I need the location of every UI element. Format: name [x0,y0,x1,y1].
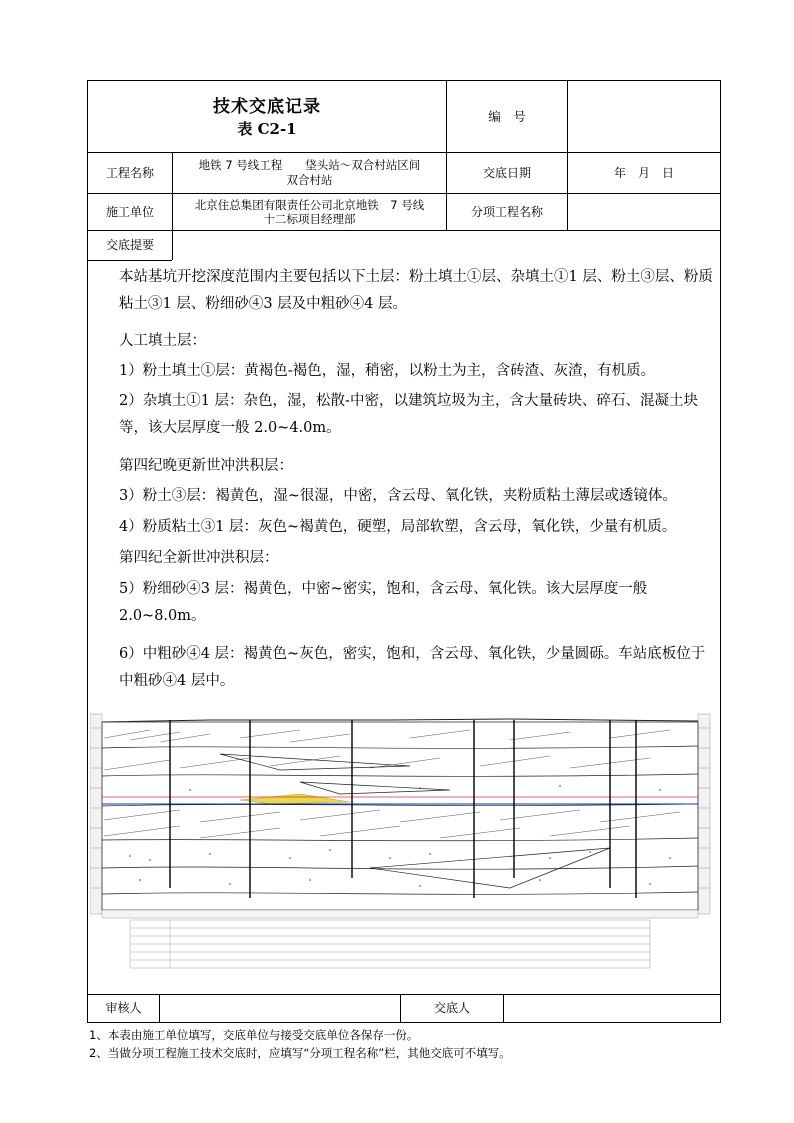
body-paragraph [89,576,715,630]
border-bottom [87,1022,721,1023]
grid-line [87,260,172,261]
project-name-value[interactable] [173,153,446,193]
text-fill-heading: 人工填土层： [119,333,206,349]
grid-line [87,230,721,231]
number-field[interactable] [568,81,720,152]
construction-unit-value[interactable] [173,194,446,230]
text-layer-3-1: 4）粉质粘土③1 层：灰色~褐黄色，硬塑，局部软塑，含云母，氧化铁，少量有机质。 [119,519,677,535]
body-paragraph [89,514,715,541]
footnote-1: 1、本表由施工单位填写，交底单位与接受交底单位各保存一份。 [89,1028,419,1042]
border-right [720,80,721,994]
disclosure-date-label: 交底日期 [482,165,531,180]
text-layer-3: 3）粉土③层：褐黄色，湿~很湿，中密，含云母、氧化铁，夹粉质粘土薄层或透镜体。 [119,488,677,504]
text-layer-1: 1）粉土填土①层：黄褐色-褐色，湿，稍密，以粉土为主，含砖渣、灰渣，有机质。 [119,363,656,379]
summary-label: 交底提要 [105,238,154,252]
reviewer-label: 审核人 [105,1001,142,1015]
construction-unit-line1: 北京住总集团有限责任公司北京地铁 7 号线 [194,198,425,212]
body-paragraph [89,358,715,385]
sub-item-name-label: 分项工程名称 [470,204,543,219]
form-title: 技术交底记录 [213,97,321,117]
body-paragraph [89,328,715,355]
body-paragraph [89,545,715,572]
text-layer-1-1: 2）杂填土①1 层：杂色，湿，松散-中密，以建筑垃圾为主，含大量砖块、碎石、混凝土块等，该大层厚度一般 2.0~4.0m。 [119,393,698,436]
body-paragraph [89,264,715,318]
body-paragraph [89,641,715,695]
discloser-field[interactable] [504,995,720,1022]
discloser-label: 交底人 [433,1001,470,1015]
form-number: 表 C2-1 [237,120,297,138]
text-holocene-heading: 第四纪全新世冲洪积层： [119,550,279,566]
sub-item-name-value[interactable] [568,194,720,230]
text-layer-4-4: 6）中粗砂④4 层：褐黄色~灰色，密实，饱和，含云母、氧化铁，少量圆砾。车站底板位于中粗砂④4 层中。 [119,646,706,689]
project-name-line2: 双合村站 [286,173,333,187]
disclosure-date-value[interactable]: 年 月 日 [613,165,674,180]
body-paragraph [89,483,715,510]
footnote-2: 2、当做分项工程施工技术交底时，应填写“分项工程名称”栏，其他交底可不填写。 [89,1046,511,1060]
text-soil-layers: 本站基坑开挖深度范围内主要包括以下土层：粉土填土①层、杂填土①1 层、粉土③层、粉质粘土③1 层、粉细砂④3 层及中粗砂④4 层。 [119,269,713,312]
construction-unit-label: 施工单位 [105,204,154,219]
geological-cross-section-icon [90,708,712,974]
text-layer-4-3: 5）粉细砂④3 层：褐黄色，中密~密实，饱和，含云母、氧化铁。该大层厚度一般 2.0~8.0m。 [119,581,648,624]
reviewer-field[interactable] [160,995,400,1022]
body-paragraph [89,453,715,480]
construction-unit-line2: 十二标项目经理部 [263,212,356,226]
grid-line [720,994,721,1022]
project-name-line1: 地铁 7 号线工程 垡头站～双合村站区间 [198,158,421,172]
project-name-label: 工程名称 [105,165,154,180]
body-paragraph [89,388,715,442]
text-late-pleistocene-heading: 第四纪晚更新世冲洪积层： [119,458,293,474]
number-label: 编 号 [488,109,526,124]
